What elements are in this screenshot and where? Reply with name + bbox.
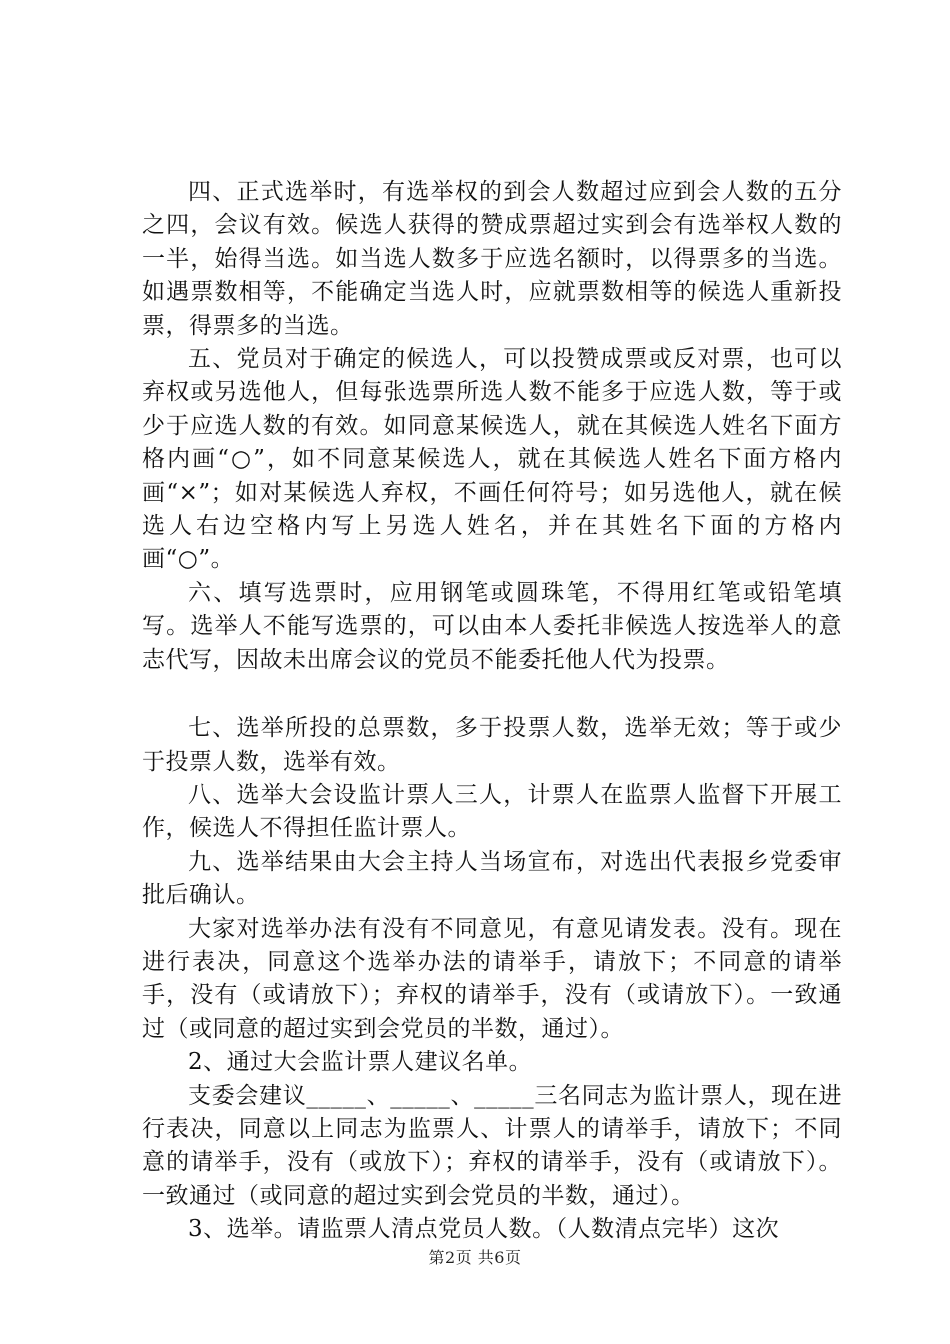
paragraph-item-3-election: 3、选举。请监票人清点党员人数。（人数清点完毕）这次 [188, 1216, 780, 1243]
paragraph-article-8: 八、选举大会设监计票人三人，计票人在监票人监督下开展工作，候选人不得担任监计票人。 [142, 781, 842, 842]
paragraph-scrutineer-nomination: 支委会建议_____、_____、_____三名同志为监计票人，现在进行表决，同意以上同志为监票人、计票人的请举手，请放下；不同意的请举手，没有（或放下）；弃权的请举手，没有（或请放下）。一致通过（或同意的超过实到会党员的半数，通过）。 [142, 1082, 842, 1209]
paragraph-article-6: 六、填写选票时，应用钢笔或圆珠笔，不得用红笔或铅笔填写。选举人不能写选票的，可以由本人委托非候选人按选举人的意志代写，因故未出席会议的党员不能委托他人代为投票。 [142, 579, 842, 673]
paragraph-spacer [142, 677, 842, 712]
paragraph-article-7: 七、选举所投的总票数，多于投票人数，选举无效；等于或少于投票人数，选举有效。 [142, 715, 842, 775]
document-body [142, 176, 842, 1247]
paragraph-article-9: 九、选举结果由大会主持人当场宣布，对选出代表报乡党委审批后确认。 [142, 848, 842, 909]
paragraph-article-5: 五、党员对于确定的候选人，可以投赞成票或反对票，也可以弃权或另选他人，但每张选票所选人数不能多于应选人数，等于或少于应选人数的有效。如同意某候选人，就在其候选人姓名下面方格内画“○”，如不同意某候选人，就在其候选人姓名下面方格内画“×”；如对某候选人弃权，不画任何符号；如另选他人，就在候选人右边空格内写上另选人姓名，并在其姓名下面的方格内画“○”。 [142, 346, 842, 573]
paragraph-item-2-heading: 2、通过大会监计票人建议名单。 [188, 1049, 533, 1076]
paragraph-vote-on-method: 大家对选举办法有没有不同意见，有意见请发表。没有。现在进行表决，同意这个选举办法的请举手，请放下；不同意的请举手，没有（或请放下）；弃权的请举手，没有（或请放下）。一致通过（或同意的超过实到会党员的半数，通过）。 [142, 915, 842, 1042]
page-number-footer: 第2页 共6页 [428, 1248, 522, 1267]
paragraph-article-4: 四、正式选举时，有选举权的到会人数超过应到会人数的五分之四，会议有效。候选人获得的赞成票超过实到会有选举权人数的一半，始得当选。如当选人数多于应选名额时，以得票多的当选。如遇票数相等，不能确定当选人时，应就票数相等的候选人重新投票，得票多的当选。 [142, 179, 842, 339]
